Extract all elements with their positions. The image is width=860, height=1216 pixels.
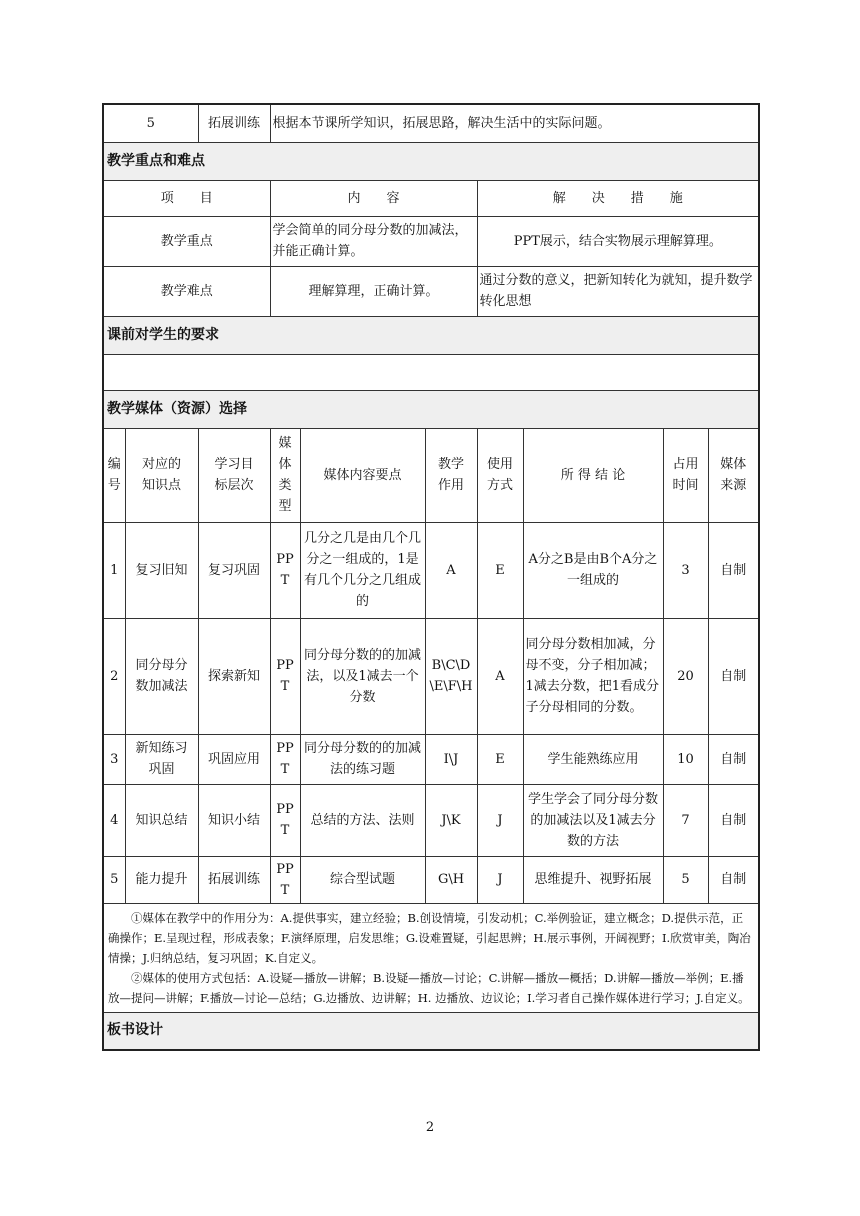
media-type: PPT — [270, 734, 300, 784]
media-content: 综合型试题 — [300, 856, 425, 903]
media-row — [103, 618, 759, 734]
media-time: 3 — [663, 522, 708, 618]
media-header-conclusion: 所 得 结 论 — [523, 428, 663, 522]
media-content: 总结的方法、法则 — [300, 784, 425, 856]
media-no: 3 — [103, 734, 125, 784]
media-point: 能力提升 — [125, 856, 198, 903]
board-design-section-title: 板书设计 — [103, 1012, 759, 1050]
media-content: 同分母分数的的加减法，以及1减去一个分数 — [300, 618, 425, 734]
media-no: 5 — [103, 856, 125, 903]
media-section-title: 教学媒体（资源）选择 — [103, 390, 759, 428]
media-conclusion: 学生学会了同分母分数的加减法以及1减去分数的方法 — [523, 784, 663, 856]
media-usage: J — [477, 856, 523, 903]
header-measure: 解 决 措 施 — [477, 180, 759, 216]
media-role: A — [425, 522, 477, 618]
media-role: J\K — [425, 784, 477, 856]
media-content: 几分之几是由几个几分之一组成的，1是有几个几分之几组成的 — [300, 522, 425, 618]
media-point: 复习旧知 — [125, 522, 198, 618]
media-source: 自制 — [708, 734, 759, 784]
media-time: 20 — [663, 618, 708, 734]
media-row — [103, 734, 759, 784]
pre-class-section-title: 课前对学生的要求 — [103, 316, 759, 354]
key-points-header-row — [103, 180, 759, 216]
media-time: 10 — [663, 734, 708, 784]
media-no: 4 — [103, 784, 125, 856]
media-usage: A — [477, 618, 523, 734]
process-no: 5 — [103, 104, 198, 142]
media-header-no: 编号 — [103, 428, 125, 522]
media-level: 探索新知 — [198, 618, 270, 734]
difficult-point-measure: 通过分数的意义，把新知转化为就知，提升数学转化思想 — [477, 266, 759, 316]
process-name: 拓展训练 — [198, 104, 270, 142]
difficult-point-row — [103, 266, 759, 316]
media-conclusion: 思维提升、视野拓展 — [523, 856, 663, 903]
media-role: B\C\D\E\F\H — [425, 618, 477, 734]
media-header-level: 学习目标层次 — [198, 428, 270, 522]
media-role-note: ①媒体在教学中的作用分为：A.提供事实，建立经验；B.创设情境，引发动机；C.举例验证，建立概念；D.提供示范，正确操作；E.呈现过程，形成表象；F.演绎原理，启发思维；G.设难置疑，引起思辨；H.展示事例，开阔视野；I.欣赏审美，陶冶情操；J.归纳总结，复习巩固；K.自定义。 — [108, 910, 751, 965]
media-header-source: 媒体来源 — [708, 428, 759, 522]
media-row — [103, 784, 759, 856]
media-conclusion: 同分母分数相加减，分母不变，分子相加减；1减去分数，把1看成分子分母相同的分数。 — [523, 618, 663, 734]
media-row — [103, 856, 759, 903]
media-source: 自制 — [708, 856, 759, 903]
media-conclusion: 学生能熟练应用 — [523, 734, 663, 784]
media-point: 新知练习巩固 — [125, 734, 198, 784]
header-content: 内 容 — [270, 180, 477, 216]
media-header-point: 对应的知识点 — [125, 428, 198, 522]
media-type: PPT — [270, 856, 300, 903]
media-level: 复习巩固 — [198, 522, 270, 618]
media-notes — [103, 903, 759, 1012]
media-header-row — [103, 428, 759, 522]
media-no: 2 — [103, 618, 125, 734]
media-header-role: 教学作用 — [425, 428, 477, 522]
key-point-row — [103, 216, 759, 266]
media-level: 巩固应用 — [198, 734, 270, 784]
media-time: 7 — [663, 784, 708, 856]
media-role: G\H — [425, 856, 477, 903]
media-conclusion: A分之B是由B个A分之一组成的 — [523, 522, 663, 618]
media-point: 知识总结 — [125, 784, 198, 856]
media-header-type: 媒体类型 — [270, 428, 300, 522]
process-row-5 — [103, 104, 759, 142]
media-type: PPT — [270, 522, 300, 618]
pre-class-content — [103, 354, 759, 390]
difficult-point-content: 理解算理，正确计算。 — [270, 266, 477, 316]
media-level: 拓展训练 — [198, 856, 270, 903]
key-points-section-title: 教学重点和难点 — [103, 142, 759, 180]
key-point-content: 学会简单的同分母分数的加减法，并能正确计算。 — [270, 216, 477, 266]
media-usage-note: ②媒体的使用方式包括：A.设疑—播放—讲解；B.设疑—播放—讨论；C.讲解—播放—概括；D.讲解—播放—举例；E.播放—提问—讲解；F.播放—讨论—总结；G.边播放、边讲解；H. 边播放、边议论；I.学习者自己操作媒体进行学习；J.自定义。 — [108, 970, 750, 1005]
media-header-content: 媒体内容要点 — [300, 428, 425, 522]
media-time: 5 — [663, 856, 708, 903]
page-number: 2 — [425, 1120, 435, 1135]
media-header-usage: 使用方式 — [477, 428, 523, 522]
key-point-measure: PPT展示，结合实物展示理解算理。 — [477, 216, 759, 266]
media-source: 自制 — [708, 618, 759, 734]
media-usage: E — [477, 522, 523, 618]
media-usage: J — [477, 784, 523, 856]
media-header-time: 占用时间 — [663, 428, 708, 522]
media-content: 同分母分数的的加减法的练习题 — [300, 734, 425, 784]
media-no: 1 — [103, 522, 125, 618]
difficult-point-item: 教学难点 — [103, 266, 270, 316]
lesson-plan-table — [102, 103, 760, 1051]
media-level: 知识小结 — [198, 784, 270, 856]
media-role: I\J — [425, 734, 477, 784]
process-content: 根据本节课所学知识，拓展思路，解决生活中的实际问题。 — [270, 104, 759, 142]
media-type: PPT — [270, 784, 300, 856]
header-item: 项 目 — [103, 180, 270, 216]
media-source: 自制 — [708, 784, 759, 856]
media-source: 自制 — [708, 522, 759, 618]
media-point: 同分母分数加减法 — [125, 618, 198, 734]
lesson-plan-page — [102, 103, 758, 1051]
media-row — [103, 522, 759, 618]
key-point-item: 教学重点 — [103, 216, 270, 266]
media-type: PPT — [270, 618, 300, 734]
media-usage: E — [477, 734, 523, 784]
